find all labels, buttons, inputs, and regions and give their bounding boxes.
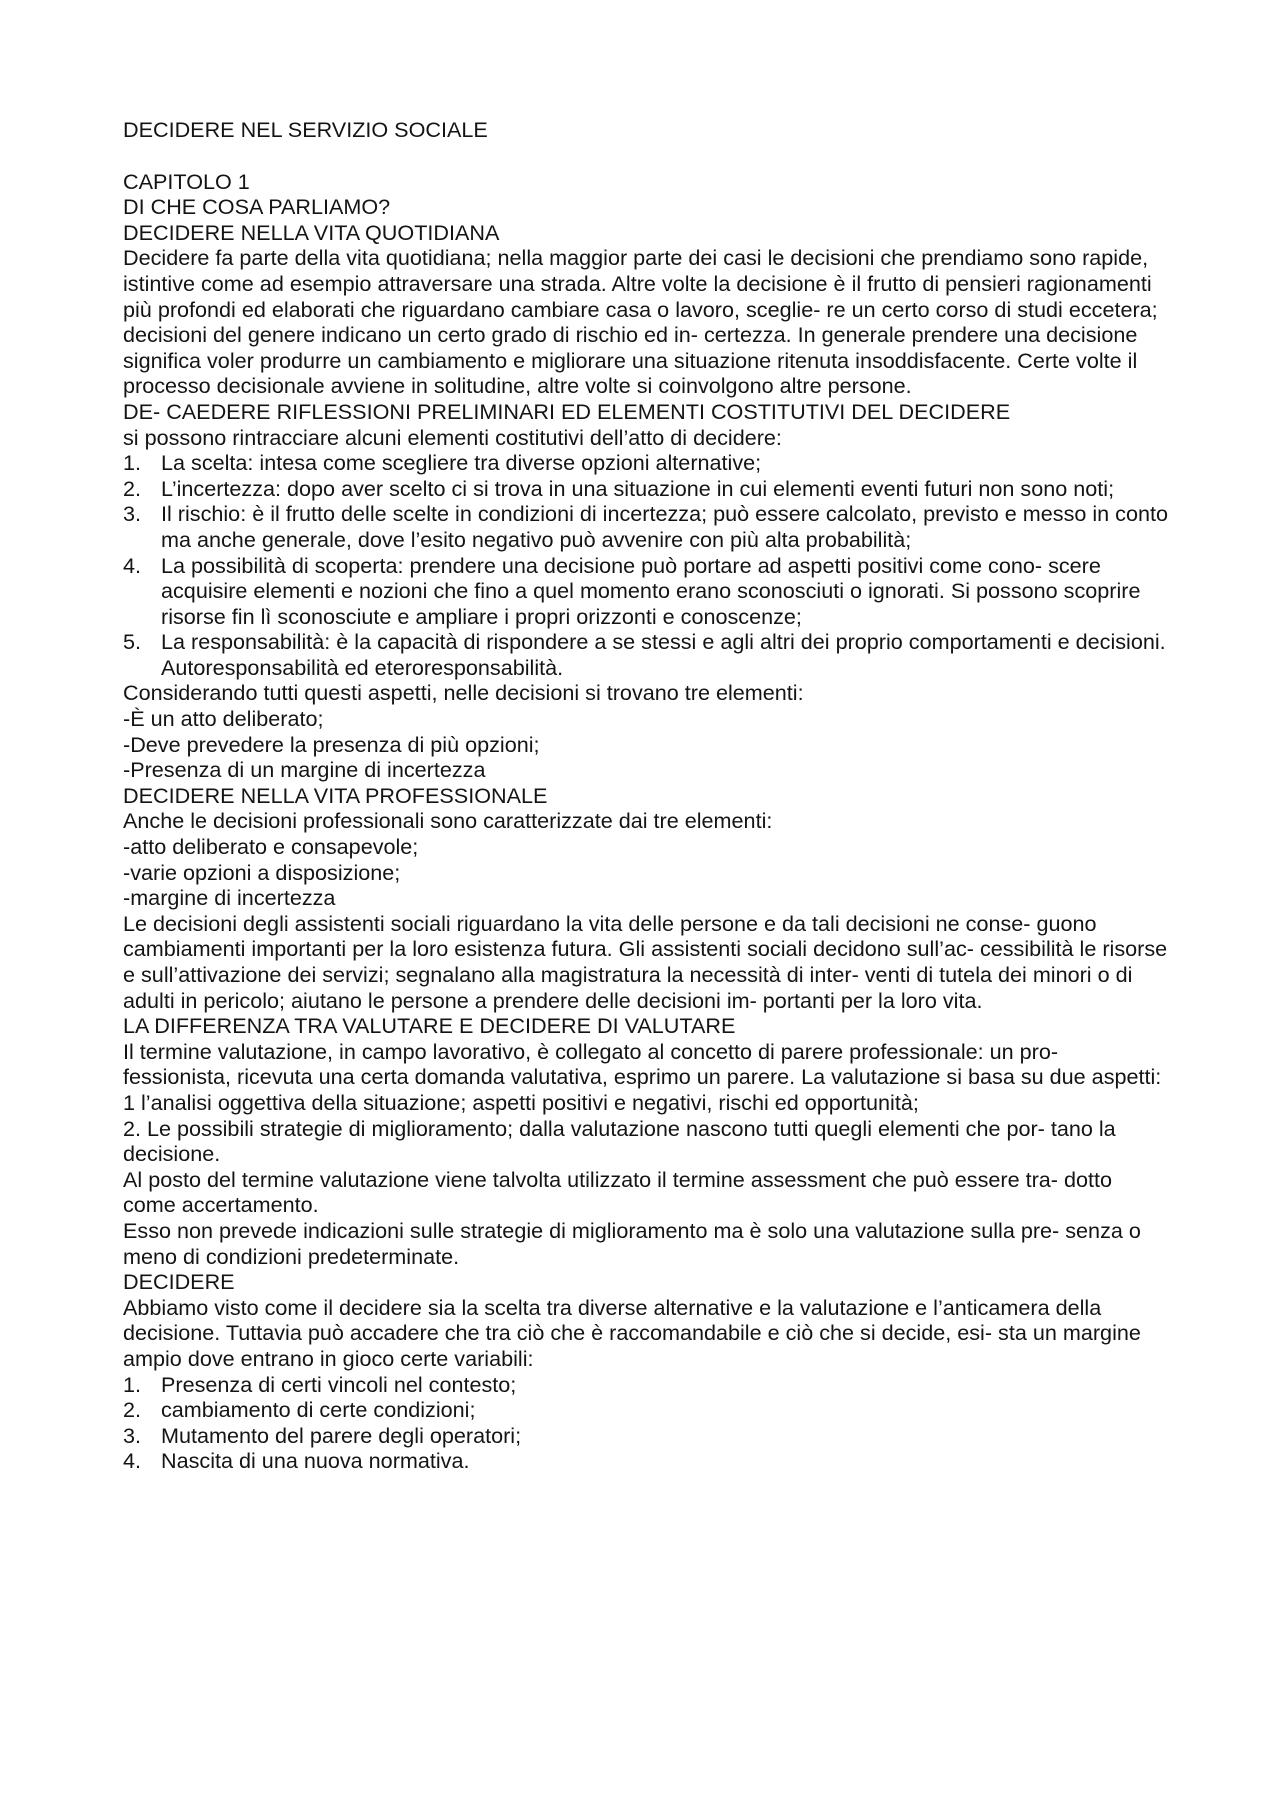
document-title: DECIDERE NEL SERVIZIO SOCIALE xyxy=(123,117,488,142)
list-number: 3. xyxy=(123,1422,142,1448)
list-text: La possibilità di scoperta: prendere una decisione può portare ad aspetti positivi come cono- scere acquisire elementi e nozioni che fino a quel momento erano sconosciuti o ignorati. Si possono scoprire risorse fin lì sconosciute e ampliare i propri orizzonti e conoscenze; xyxy=(161,552,1141,629)
list-number: 2. xyxy=(123,475,142,501)
list-number: 4. xyxy=(123,552,142,578)
paragraph-intro-elements: si possono rintracciare alcuni elementi costitutivi dell’atto di decidere: xyxy=(123,424,782,450)
list-text: L’incertezza: dopo aver scelto ci si trova in una situazione in cui elementi eventi futuri non sono noti; xyxy=(161,475,1115,501)
list-item xyxy=(123,1423,1168,1449)
element-line: -Presenza di un margine di incertezza xyxy=(123,757,486,783)
paragraph-assessment-detail: Esso non prevede indicazioni sulle strategie di miglioramento ma è solo una valutazione sulla pre- senza o meno di condizioni predeterminate. xyxy=(123,1217,1141,1269)
paragraph-point-2: 2. Le possibili strategie di miglioramento; dalla valutazione nascono tutti quegli elementi che por- tano la decisione. xyxy=(123,1115,1116,1167)
list-item xyxy=(123,553,1168,630)
list-number: 3. xyxy=(123,501,142,527)
paragraph-professional-intro: Anche le decisioni professionali sono caratterizzate dai tre elementi: xyxy=(123,808,773,834)
paragraph-point-1: 1 l’analisi oggettiva della situazione; aspetti positivi e negativi, rischi ed opportunità; xyxy=(123,1089,919,1115)
chapter-subtitle: DI CHE COSA PARLIAMO? xyxy=(123,194,391,220)
list-item xyxy=(123,450,1168,476)
list-text: cambiamento di certe condizioni; xyxy=(161,1397,476,1423)
list-text: Nascita di una nuova normativa. xyxy=(161,1448,470,1474)
paragraph-daily-life: Decidere fa parte della vita quotidiana; nella maggior parte dei casi le decisioni che prendiamo sono rapide, istintive come ad esempio attraversare una strada. Altre volte la decisione è il frutto di pensieri ragionamenti più profondi ed elaborati che riguardano cambiare casa o lavoro, sceglie- re un certo corso di studi eccetera; decisioni del genere indicano un certo grado di rischio ed in- certezza. In generale prendere una decisione significa voler produrre un cambiamento e migliorare una situazione ritenuta insoddisfacente. Certe volte il processo decisionale avviene in solitudine, altre volte si coinvolgono altre persone. xyxy=(123,245,1158,399)
section-heading-evaluation: LA DIFFERENZA TRA VALUTARE E DECIDERE DI VALUTARE xyxy=(123,1013,736,1039)
element-line: -È un atto deliberato; xyxy=(123,706,324,732)
paragraph-summary: Considerando tutti questi aspetti, nelle decisioni si trovano tre elementi: xyxy=(123,680,804,706)
element-line: -margine di incertezza xyxy=(123,885,336,911)
list-text: Il rischio: è il frutto delle scelte in condizioni di incertezza; può essere calcolato, previsto e messo in conto ma anche generale, dove l’esito negativo può avvenire con più alta probabilità; xyxy=(161,501,1169,552)
element-line: -varie opzioni a disposizione; xyxy=(123,859,401,885)
section-heading-professional: DECIDERE NELLA VITA PROFESSIONALE xyxy=(123,782,548,808)
list-text: La responsabilità: è la capacità di rispondere a se stessi e agli altri dei proprio comportamenti e decisioni. Autoresponsabilità ed eteroresponsabilità. xyxy=(161,629,1166,680)
variables-list xyxy=(123,1372,1168,1474)
chapter-label: CAPITOLO 1 xyxy=(123,168,250,194)
section-heading-preliminary: DE- CAEDERE RIFLESSIONI PRELIMINARI ED ELEMENTI COSTITUTIVI DEL DECIDERE xyxy=(123,398,1011,424)
element-line: -atto deliberato e consapevole; xyxy=(123,834,419,860)
paragraph-evaluation: Il termine valutazione, in campo lavorativo, è collegato al concetto di parere professionale: un pro- fessionista, ricevuta una certa domanda valutativa, esprimo un parere. La valutazione si basa su due aspetti: xyxy=(123,1038,1162,1090)
list-number: 1. xyxy=(123,450,142,476)
element-line: -Deve prevedere la presenza di più opzioni; xyxy=(123,731,540,757)
list-text: Presenza di certi vincoli nel contesto; xyxy=(161,1371,517,1397)
list-item xyxy=(123,476,1168,502)
list-item xyxy=(123,1397,1168,1423)
list-number: 1. xyxy=(123,1371,142,1397)
list-number: 4. xyxy=(123,1448,142,1474)
document-page xyxy=(123,117,1168,1474)
section-heading-decide: DECIDERE xyxy=(123,1269,235,1295)
paragraph-decide: Abbiamo visto come il decidere sia la scelta tra diverse alternative e la valutazione e l’anticamera della decisione. Tuttavia può accadere che tra ciò che è raccomandabile e ciò che si decide, esi- sta un margine ampio dove entrano in gioco certe variabili: xyxy=(123,1294,1141,1371)
section-heading-daily-life: DECIDERE NELLA VITA QUOTIDIANA xyxy=(123,219,500,245)
list-text: Mutamento del parere degli operatori; xyxy=(161,1422,522,1448)
list-number: 2. xyxy=(123,1397,142,1423)
list-text: La scelta: intesa come scegliere tra diverse opzioni alternative; xyxy=(161,450,762,476)
paragraph-assessment: Al posto del termine valutazione viene talvolta utilizzato il termine assessment che può essere tra- dotto come accertamento. xyxy=(123,1166,1113,1218)
spacer xyxy=(123,143,1168,169)
list-item xyxy=(123,501,1168,552)
list-item xyxy=(123,629,1168,680)
list-item xyxy=(123,1372,1168,1398)
paragraph-social-workers: Le decisioni degli assistenti sociali riguardano la vita delle persone e da tali decisioni ne conse- guono cambiamenti importanti per la loro esistenza futura. Gli assistenti sociali decidono sull’ac- cessibilità le risorse e sull’attivazione dei servizi; segnalano alla magistratura la necessità di inter- venti di tutela dei minori o di adulti in pericolo; aiutano le persone a prendere delle decisioni im- portanti per la loro vita. xyxy=(123,910,1168,1013)
list-number: 5. xyxy=(123,629,142,655)
elements-list xyxy=(123,450,1168,680)
list-item xyxy=(123,1448,1168,1474)
